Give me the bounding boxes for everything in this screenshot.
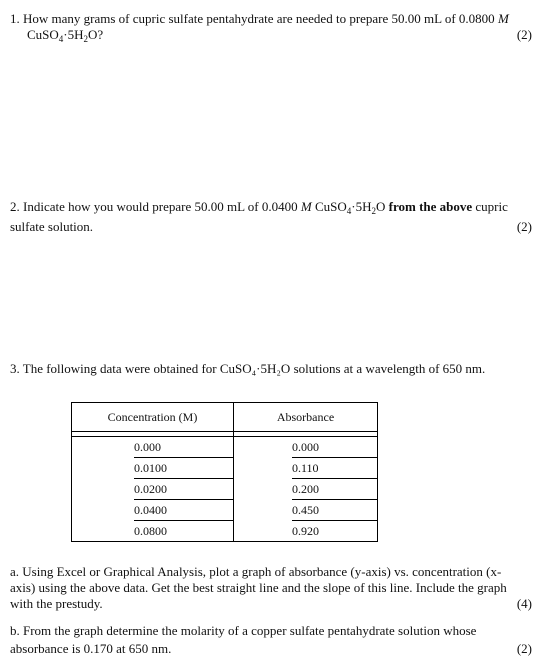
question-2-text: sulfate solution. bbox=[10, 219, 94, 234]
question-2-text: 2. Indicate how you would prepare 50.00 mL of 0.0400 bbox=[10, 199, 301, 214]
table-cell: 0.0800 bbox=[134, 524, 167, 538]
table-cell: 0.920 bbox=[292, 524, 319, 538]
question-1-points: (2) bbox=[516, 27, 532, 42]
formula-subscript: 4 bbox=[58, 34, 64, 44]
part-a bbox=[10, 564, 532, 612]
molar-symbol: M bbox=[497, 11, 509, 26]
column-header-absorbance: Absorbance bbox=[234, 403, 378, 432]
part-b-last-line bbox=[10, 641, 532, 657]
part-a-last-line bbox=[10, 596, 532, 612]
question-1-text: 1. How many grams of cupric sulfate pentahydrate are needed to prepare 50.00 mL of 0.0800 bbox=[10, 11, 498, 26]
formula-part: CuSO bbox=[311, 199, 347, 214]
data-table bbox=[71, 402, 378, 542]
part-a-points: (4) bbox=[516, 596, 532, 611]
formula-subscript: 4 bbox=[346, 206, 352, 216]
question-3 bbox=[10, 361, 532, 377]
formula-part: O? bbox=[88, 27, 104, 42]
absorbance-column bbox=[234, 432, 378, 542]
part-a-line: a. Using Excel or Graphical Analysis, plot a graph of absorbance (y-axis) vs. concentration (x- bbox=[10, 564, 502, 579]
formula-part: CuSO bbox=[27, 27, 59, 42]
question-1 bbox=[10, 11, 532, 43]
column-header-concentration: Concentration (M) bbox=[72, 403, 234, 432]
table-cell: 0.450 bbox=[292, 500, 377, 521]
table-header-row bbox=[72, 403, 378, 432]
part-b-text: absorbance is 0.170 at 650 nm. bbox=[10, 641, 172, 656]
table-cell: 0.000 bbox=[292, 437, 377, 458]
part-b-points: (2) bbox=[516, 641, 532, 656]
table-cell: 0.0400 bbox=[134, 500, 233, 521]
formula-part: ·5H bbox=[351, 199, 372, 214]
question-1-line-2 bbox=[10, 27, 532, 43]
table-cell: 0.0100 bbox=[134, 458, 233, 479]
formula-part: ·5H bbox=[63, 27, 84, 42]
molar-symbol: M bbox=[300, 199, 312, 214]
formula-subscript: 2 bbox=[371, 206, 376, 216]
table-cell: 0.200 bbox=[292, 479, 377, 500]
formula-subscript: 2 bbox=[83, 34, 89, 44]
table-body-row bbox=[72, 432, 378, 542]
part-b bbox=[10, 623, 532, 657]
part-a-line: axis) using the above data. Get the best straight line and the slope of this line. Include the graph bbox=[10, 580, 507, 595]
question-2-line-2 bbox=[10, 219, 532, 235]
concentration-column bbox=[72, 432, 234, 542]
part-a-text: with the prestudy. bbox=[10, 596, 103, 611]
part-b-line: b. From the graph determine the molarity of a copper sulfate pentahydrate solution whose bbox=[10, 623, 477, 638]
table-cell: 0.000 bbox=[134, 437, 233, 458]
question-2-points: (2) bbox=[516, 219, 532, 234]
question-2-line-1 bbox=[10, 199, 532, 215]
table-cell: 0.0200 bbox=[134, 479, 233, 500]
question-2-emphasis: from the above bbox=[388, 199, 473, 214]
question-2 bbox=[10, 199, 532, 235]
table-cell: 0.110 bbox=[292, 458, 377, 479]
question-2-text: cupric bbox=[472, 199, 508, 214]
question-3-text: 3. The following data were obtained for CuSO₄·5H₂O solutions at a wavelength of 650 nm. bbox=[10, 361, 486, 376]
question-1-line-1 bbox=[10, 11, 532, 27]
formula-part: O bbox=[375, 199, 389, 214]
